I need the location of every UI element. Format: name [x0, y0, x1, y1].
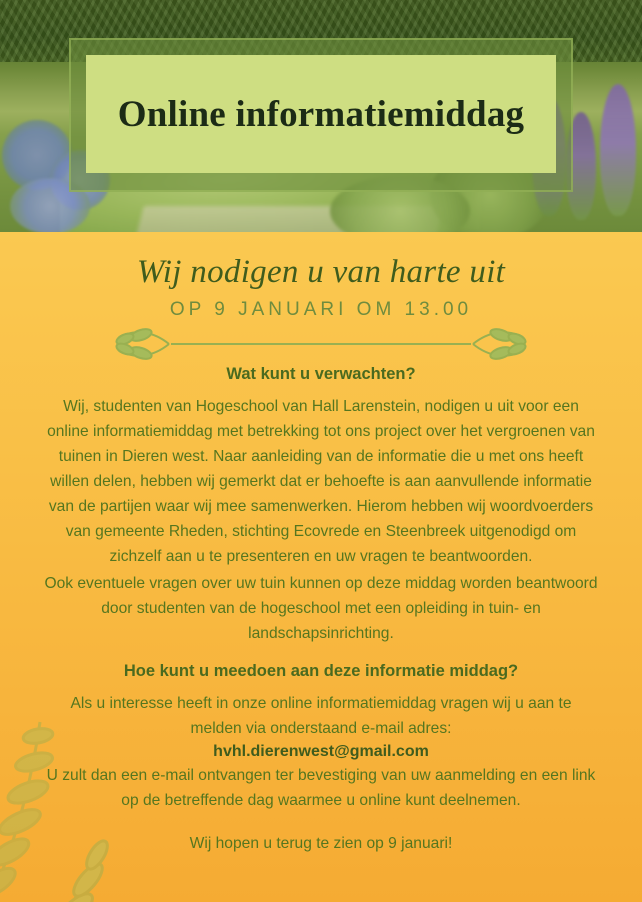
lavender-plant	[600, 84, 636, 216]
contact-email[interactable]: hvhl.dierenwest@gmail.com	[213, 743, 429, 760]
section-heading-participation: Hoe kunt u meedoen aan deze informatie middag?	[123, 662, 519, 680]
closing-line: Wij hopen u terug te zien op 9 januari!	[189, 835, 453, 852]
poster-content	[0, 232, 642, 853]
paragraph-registration: Als u interesse heeft in onze online informatiemiddag vragen wij u aan te melden via onderstaand e-mail adres:	[70, 695, 572, 737]
poster-body	[0, 232, 642, 902]
paragraph-expectations: Wij, studenten van Hogeschool van Hall Larenstein, nodigen u uit voor een online informatiemiddag met betrekking tot ons project over het vergroenen van tuinen in Dieren west. Naar aanleiding van de informatie die u met ons heeft willen delen, hebben wij gemerkt dat er behoefte is aan aanvullende informatie van de partijen waar wij mee samenwerken. Hierom hebben wij woordvoerders van gemeente Rheden, stichting Ecovrede en Steenbreek uitgenodigd om zichzelf aan u te presenteren en uw vragen te beantwoorden.	[47, 398, 595, 565]
title-box	[86, 55, 556, 173]
paragraph-garden-questions: Ook eventuele vragen over uw tuin kunnen op deze middag worden beantwoord door studenten van de hogeschool met een opleiding in tuin- en landschapsinrichting.	[44, 575, 598, 642]
invitation-date: OP 9 JANUARI OM 13.00	[169, 299, 473, 320]
invitation-script: Wij nodigen u van harte uit	[136, 254, 506, 290]
leaf-divider	[0, 327, 642, 361]
section-heading-expectations: Wat kunt u verwachten?	[226, 365, 416, 383]
page-title: Online informatiemiddag	[117, 93, 525, 135]
paragraph-confirmation: U zult dan een e-mail ontvangen ter bevestiging van uw aanmelding en een link op de betreffende dag waarmee u online kunt deelnemen.	[46, 767, 596, 809]
leaf-divider-icon	[101, 327, 541, 361]
